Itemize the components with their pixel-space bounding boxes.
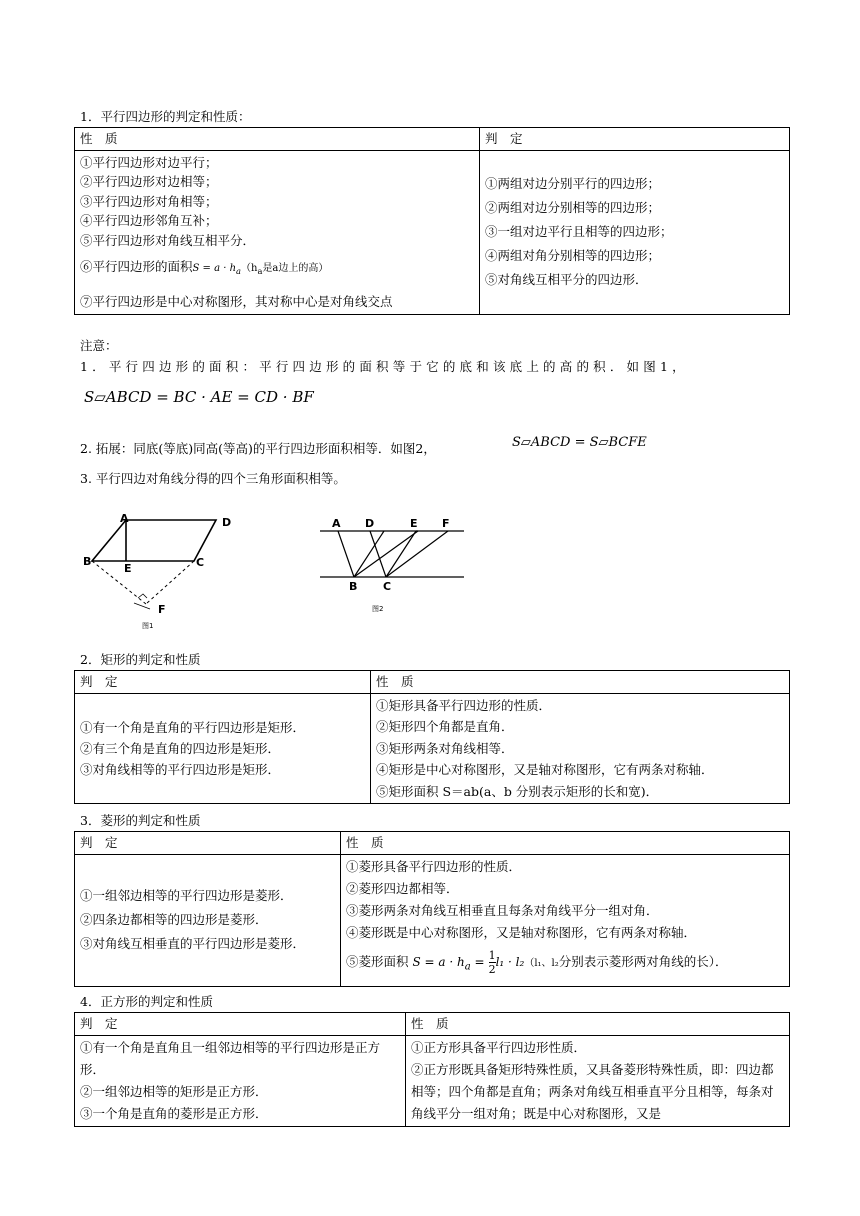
label-a: A <box>332 517 341 530</box>
judge-item: ①有一个角是直角且一组邻边相等的平行四边形是正方形． <box>80 1039 381 1077</box>
property-item: ②正方形既具备矩形特殊性质，又具备菱形特殊性质，即：四边都相等；四个角都是直角；两条对角线互相垂直平分且相等，每条对角线平分一组对角；既是中心对称图形，又是 <box>411 1061 774 1121</box>
col-header-property: 性 质 <box>341 832 790 855</box>
property-cell <box>341 854 790 986</box>
rhombus-area <box>346 944 784 985</box>
section4-title: 4．正方形的判定和性质 <box>80 994 213 1009</box>
label-a: A <box>120 512 129 525</box>
property-cell <box>75 150 480 314</box>
fraction-half: $\frac{1}{2}$ <box>488 948 496 976</box>
section1-title: 1．平行四边形的判定和性质： <box>80 109 251 124</box>
judge-item: ③一个角是直角的菱形是正方形． <box>80 1105 268 1121</box>
parallelogram-table <box>74 127 790 315</box>
label-b: B <box>349 580 358 593</box>
right-angle-mark <box>138 594 147 598</box>
property-item: ②菱形四边都相等． <box>346 880 459 896</box>
parallelogram-shape <box>92 520 216 561</box>
property-cell <box>406 1035 790 1126</box>
altitude-cf <box>146 561 194 604</box>
label-d: D <box>222 516 232 529</box>
property-item: ①菱形具备平行四边形的性质． <box>346 858 522 874</box>
property-item: ③菱形两条对角线互相垂直且每条对角线平分一组对角． <box>346 902 659 918</box>
rhombus-table <box>74 831 790 987</box>
note-3: 3. 平行四边对角线分得的四个三角形面积相等。 <box>80 471 346 486</box>
area-property <box>80 250 474 288</box>
note-1: 1．平行四边形的面积：平行四边形的面积等于它的底和该底上的高的积．如图1， <box>80 359 689 374</box>
figure-2-caption: 图2 <box>372 605 384 613</box>
section3-title: 3．菱形的判定和性质 <box>80 813 201 828</box>
judge-item: ②有三个角是直角的四边形是矩形． <box>80 740 281 756</box>
property-item: ④矩形是中心对称图形，又是轴对称图形，它有两条对称轴． <box>376 762 714 777</box>
notes-label: 注意： <box>80 338 118 353</box>
judge-item: ③一组对边平行且相等的四边形； <box>485 224 673 239</box>
property-item: ①平行四边形对边平行； <box>80 154 218 170</box>
label-d: D <box>365 517 375 530</box>
property-item: ①正方形具备平行四边形性质． <box>411 1039 587 1055</box>
col-header-judge: 判 定 <box>75 1013 406 1036</box>
figure-1-caption: 图1 <box>142 622 154 630</box>
judge-cell <box>75 854 341 986</box>
property-item: ④平行四边形邻角互补； <box>80 213 218 228</box>
rectangle-table <box>74 670 790 804</box>
property-item: ⑤平行四边形对角线互相平分． <box>80 232 256 248</box>
area-formula: $S = a \cdot h_a$ = <box>412 954 485 972</box>
area-note: （$h_a$是a边上的高） <box>241 263 329 276</box>
property-item: ②平行四边形对边相等； <box>80 174 218 189</box>
judge-cell <box>75 1035 406 1126</box>
property-item: ①矩形具备平行四边形的性质． <box>376 697 552 713</box>
area-l: l₁ · l₂ <box>495 954 525 969</box>
property-item: ④菱形既是中心对称图形，又是轴对称图形，它有两条对称轴． <box>346 924 697 940</box>
judge-item: ②两组对边分别相等的四边形； <box>485 200 661 215</box>
col-header-property: 性 质 <box>75 128 480 151</box>
col-header-judge: 判 定 <box>75 832 341 855</box>
square-table <box>74 1012 790 1127</box>
judge-cell <box>480 150 790 314</box>
extension-line <box>92 561 146 604</box>
section2-title: 2．矩形的判定和性质 <box>80 652 201 667</box>
figure-2 <box>318 510 468 620</box>
judge-item: ①两组对边分别平行的四边形； <box>485 176 661 191</box>
label-f: F <box>442 517 450 530</box>
col-header-property: 性 质 <box>406 1013 790 1036</box>
area-formula: $S = a \cdot h_a$ <box>192 263 242 276</box>
area-prefix: ⑥平行四边形的面积 <box>80 259 193 274</box>
col-header-judge: 判 定 <box>75 671 371 694</box>
col-header-judge: 判 定 <box>480 128 790 151</box>
property-item: ⑤矩形面积 S＝ab(a、b 分别表示矩形的长和宽)． <box>376 783 659 799</box>
area-prefix: ⑤菱形面积 <box>346 953 409 969</box>
label-e: E <box>410 517 418 530</box>
judge-item: ③对角线互相垂直的平行四边形是菱形． <box>80 936 306 952</box>
label-c: C <box>383 580 392 593</box>
property-item: ③平行四边形对角相等； <box>80 193 218 209</box>
judge-item: ④两组对角分别相等的四边形； <box>485 248 661 263</box>
judge-item: ②一组邻边相等的矩形是正方形． <box>80 1083 268 1099</box>
area-note-tail: 分别表示菱形两对角线的长）． <box>558 953 728 969</box>
property-item-7: ⑦平行四边形是中心对称图形，其对称中心是对角线交点 <box>80 294 393 309</box>
formula-1: S▱ABCD = BC · AE = CD · BF <box>84 388 314 406</box>
judge-item: ①有一个角是直角的平行四边形是矩形． <box>80 719 306 735</box>
label-b: B <box>83 555 92 568</box>
judge-cell <box>75 693 371 804</box>
judge-item: ③对角线相等的平行四边形是矩形． <box>80 761 281 777</box>
formula-2: S▱ABCD = S▱BCFE <box>512 435 647 450</box>
figure-1 <box>80 508 240 632</box>
property-cell <box>371 693 790 804</box>
judge-item: ⑤对角线互相平分的四边形． <box>485 272 648 287</box>
area-note: （l₁、l₂ <box>524 957 559 969</box>
label-e: E <box>124 562 132 575</box>
judge-item: ①一组邻边相等的平行四边形是菱形． <box>80 888 293 904</box>
label-c: C <box>196 556 205 569</box>
note-2: 2. 拓展：同底(等底)同高(等高)的平行四边形面积相等．如图2， <box>80 441 436 456</box>
property-item: ②矩形四个角都是直角． <box>376 719 514 734</box>
judge-item: ②四条边都相等的四边形是菱形． <box>80 912 268 928</box>
col-header-property: 性 质 <box>371 671 790 694</box>
property-item: ③矩形两条对角线相等． <box>376 740 514 756</box>
label-f: F <box>158 603 166 616</box>
